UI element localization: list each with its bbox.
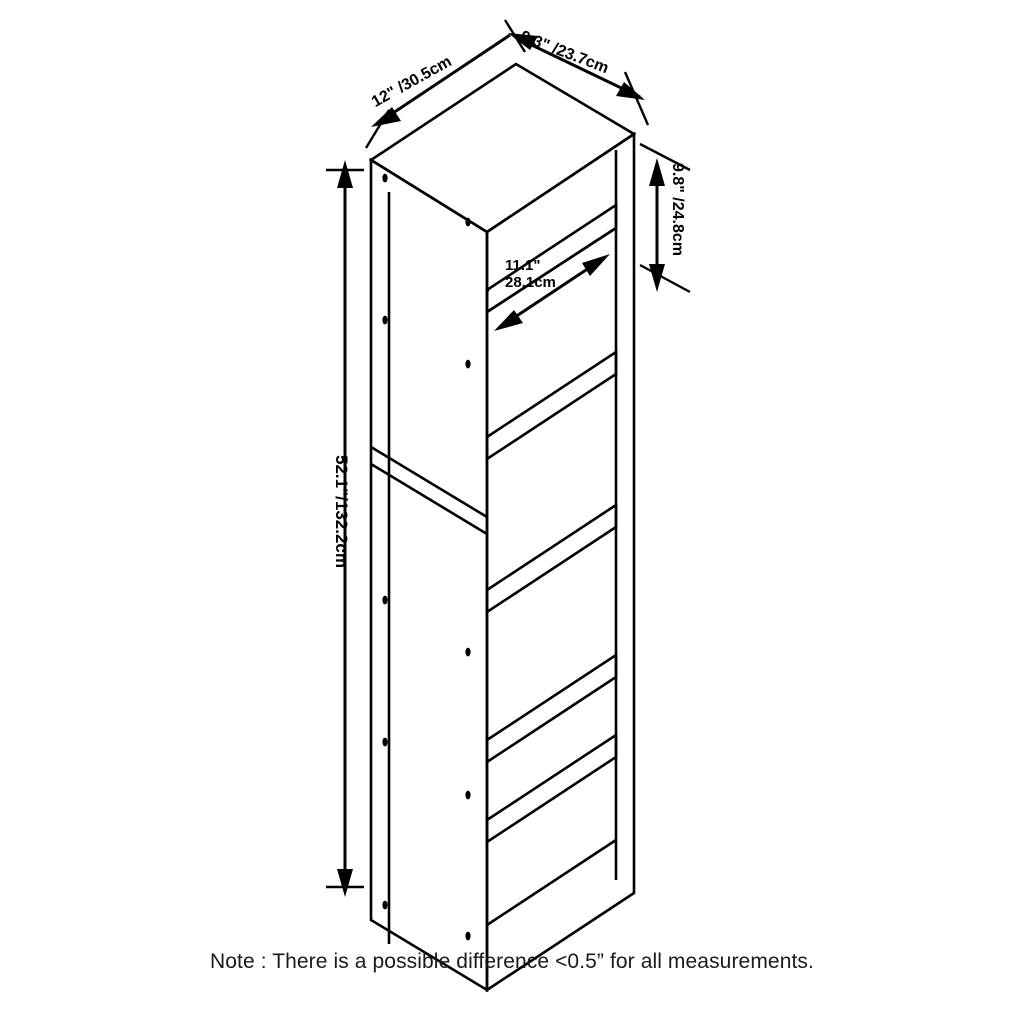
dimension-label-total-height: 52.1"/132.2cm	[332, 455, 352, 568]
cabinet-bottom-inner	[487, 840, 616, 925]
measurement-note: Note : There is a possible difference <0.5” for all measurements.	[210, 950, 814, 973]
peg-holes	[382, 174, 470, 941]
shelf-divider-2	[487, 352, 616, 459]
dimension-label-shelf-height: 9.8" /24.8cm	[668, 163, 686, 256]
dimension-label-width: 9.3" /23.7cm	[517, 28, 611, 78]
dimension-label-inner-depth	[505, 258, 556, 292]
dimension-label-inner-depth-inches: 11.1"	[505, 257, 541, 274]
shelf-divider-4	[487, 655, 616, 762]
dimension-label-inner-depth-cm: 28.1cm	[505, 273, 556, 291]
shelf-divider-5	[487, 735, 616, 842]
shelf-divider-3	[487, 505, 616, 612]
dimension-label-depth: 12" /30.5cm	[369, 53, 455, 111]
cabinet-inner-back	[389, 150, 616, 944]
